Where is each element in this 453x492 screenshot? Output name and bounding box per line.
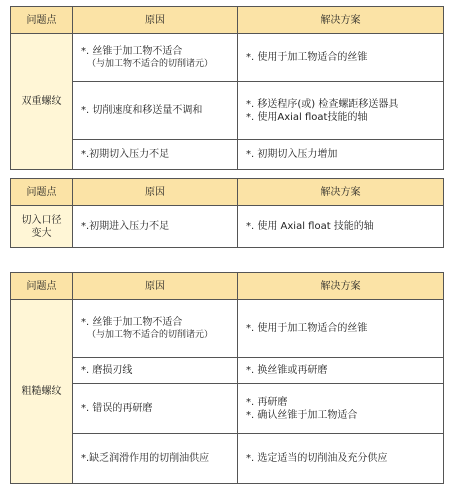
issue-label-line: 变大 bbox=[31, 227, 52, 239]
cause-cell bbox=[73, 300, 238, 358]
header-issue: 问题点 bbox=[11, 273, 73, 300]
solution-cell bbox=[238, 34, 444, 82]
cause-cell bbox=[73, 358, 238, 384]
solution-cell bbox=[238, 82, 444, 140]
table-row bbox=[11, 82, 444, 140]
header-issue: 问题点 bbox=[11, 7, 73, 34]
cause-cell bbox=[73, 434, 238, 484]
table-header-row bbox=[11, 7, 444, 34]
cause-text: *. 丝锥于加工物不适合 bbox=[81, 316, 183, 328]
solution-cell bbox=[238, 434, 444, 484]
issue-label bbox=[11, 206, 73, 248]
header-solution: 解决方案 bbox=[238, 273, 444, 300]
table-row bbox=[11, 434, 444, 484]
cause-text: *.缺乏润滑作用的切削油供应 bbox=[81, 453, 210, 464]
cause-text: *. 错误的再研磨 bbox=[81, 403, 153, 414]
issue-label: 粗糙螺纹 bbox=[11, 300, 73, 484]
table-row bbox=[11, 300, 444, 358]
header-solution: 解决方案 bbox=[238, 179, 444, 206]
solution-cell bbox=[238, 140, 444, 170]
solution-cell bbox=[238, 384, 444, 434]
problem-table-enlarged-entry bbox=[10, 178, 444, 248]
problem-table-rough-thread bbox=[10, 272, 444, 484]
cause-subtext: （与加工物不适合的切削诸元） bbox=[87, 58, 214, 69]
solution-text: *. 移送程序(或) 检查螺距移送器具 bbox=[246, 98, 399, 110]
solution-text: *. 使用 Axial float 技能的轴 bbox=[246, 221, 374, 232]
solution-text: *. 使用Axial float技能的轴 bbox=[246, 111, 368, 123]
table-row bbox=[11, 384, 444, 434]
cause-cell bbox=[73, 140, 238, 170]
cause-text: *. 切削速度和移送量不调和 bbox=[81, 105, 203, 116]
solution-text: *. 初期切入压力增加 bbox=[246, 149, 338, 160]
solution-cell bbox=[238, 358, 444, 384]
issue-label-line: 切入口径 bbox=[21, 214, 62, 226]
cause-subtext: （与加工物不适合的切削诸元） bbox=[87, 329, 214, 340]
cause-text: *. 丝锥于加工物不适合 bbox=[81, 45, 183, 57]
solution-text: *. 确认丝锥于加工物适合 bbox=[246, 409, 358, 421]
cause-text: *.初期进入压力不足 bbox=[81, 221, 170, 232]
cause-cell bbox=[73, 82, 238, 140]
cause-text: *. 磨损刃线 bbox=[81, 365, 133, 376]
solution-text: *. 使用于加工物适合的丝锥 bbox=[246, 52, 368, 63]
solution-cell bbox=[238, 206, 444, 248]
solution-text: *. 选定适当的切削油及充分供应 bbox=[246, 453, 388, 464]
header-cause: 原因 bbox=[73, 273, 238, 300]
problem-table-double-thread bbox=[10, 6, 444, 170]
cause-cell bbox=[73, 34, 238, 82]
table-row bbox=[11, 34, 444, 82]
cause-cell bbox=[73, 206, 238, 248]
solution-text: *. 换丝锥或再研磨 bbox=[246, 365, 328, 376]
table-header-row bbox=[11, 273, 444, 300]
issue-label: 双重螺纹 bbox=[11, 34, 73, 170]
table-row bbox=[11, 140, 444, 170]
solution-cell bbox=[238, 300, 444, 358]
table-header-row bbox=[11, 179, 444, 206]
table-row bbox=[11, 206, 444, 248]
header-cause: 原因 bbox=[73, 179, 238, 206]
solution-text: *. 使用于加工物适合的丝锥 bbox=[246, 323, 368, 334]
cause-text: *.初期切入压力不足 bbox=[81, 149, 170, 160]
header-solution: 解决方案 bbox=[238, 7, 444, 34]
header-cause: 原因 bbox=[73, 7, 238, 34]
header-issue: 问题点 bbox=[11, 179, 73, 206]
table-row bbox=[11, 358, 444, 384]
cause-cell bbox=[73, 384, 238, 434]
solution-text: *. 再研磨 bbox=[246, 396, 288, 408]
